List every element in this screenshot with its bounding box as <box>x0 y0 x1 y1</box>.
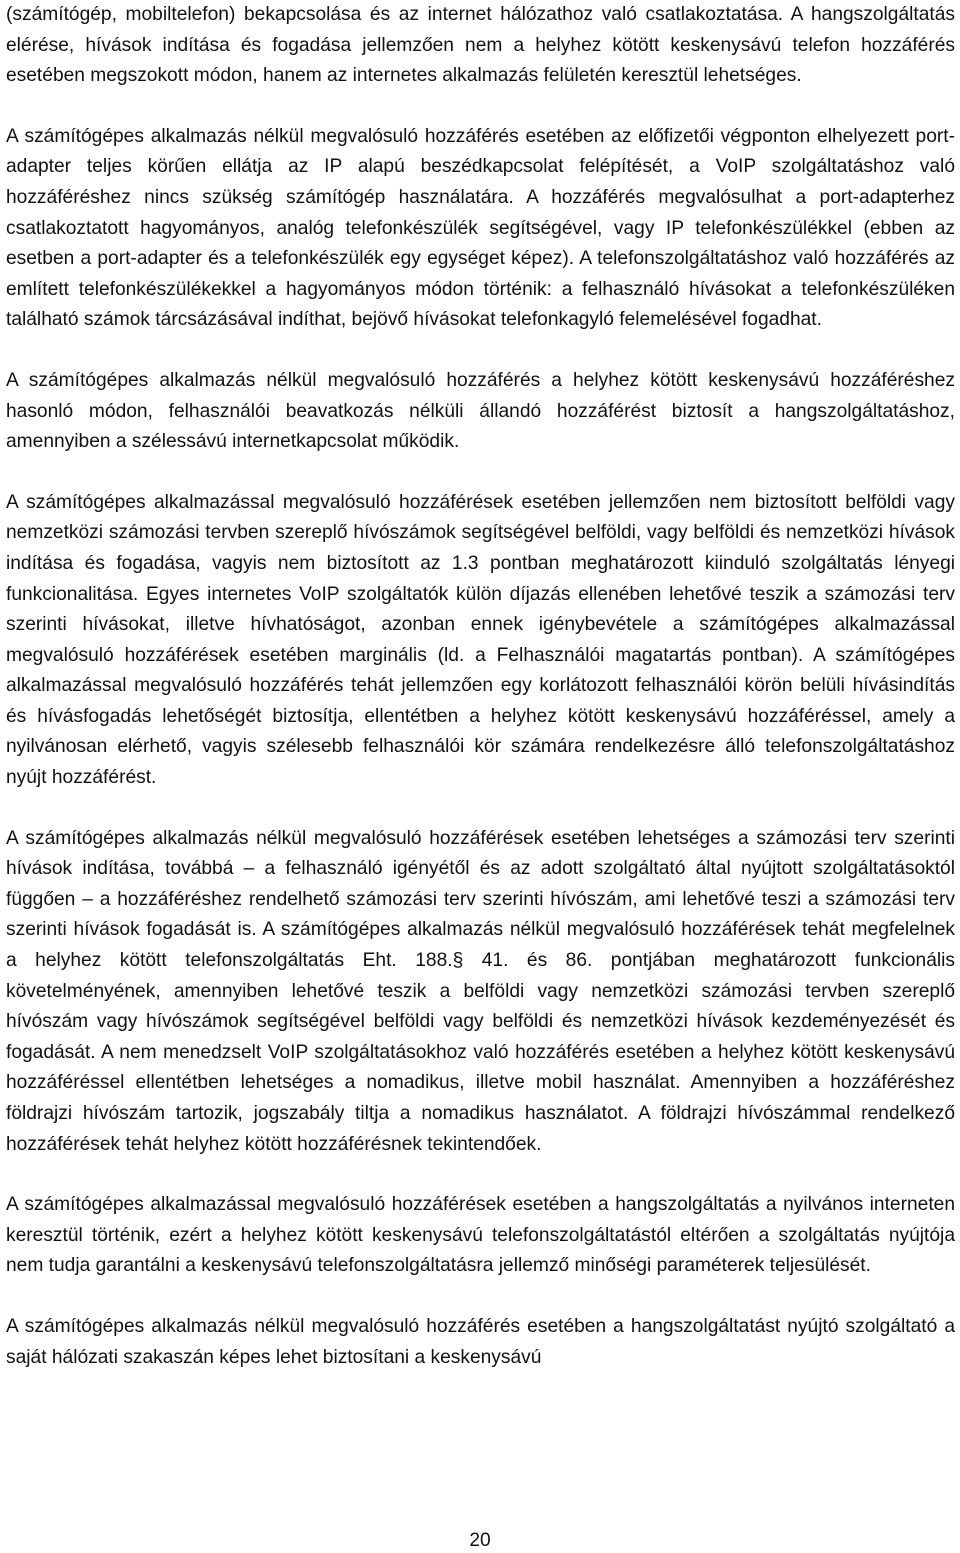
page-number: 20 <box>469 1530 491 1551</box>
paragraph: A számítógépes alkalmazással megvalósuló hozzáférések esetében jellemzően nem biztosított belföldi vagy nemzetközi számozási tervben szereplő hívószámok segítségével belföldi, vagy belföldi és nemzetközi hívások indítása és fogadása, vagyis nem biztosított az 1.3 pontban meghatározott kiinduló szolgáltatás lényegi funkcionalitása. Egyes internetes VoIP szolgáltatók külön díjazás ellenében lehetővé teszik a számozási terv szerinti hívásokat, illetve hívhatóságot, azonban ennek igénybevétele a számítógépes alkalmazással megvalósuló hozzáférések esetében marginális (ld. a Felhasználói magatartás pontban). A számítógépes alkalmazással megvalósuló hozzáférés tehát jellemzően egy korlátozott felhasználói körön belüli hívásindítás és hívásfogadás lehetőségét biztosítja, ellentétben a helyhez kötött keskenysávú hozzáféréssel, amely a nyilvánosan elérhető, vagyis szélesebb felhasználói kör számára rendelkezésre álló telefonszolgáltatáshoz nyújt hozzáférést. <box>6 491 955 789</box>
paragraph: A számítógépes alkalmazással megvalósuló hozzáférések esetében a hangszolgáltatás a nyilvános interneten keresztül történik, ezért a helyhez kötött keskenysávú telefonszolgáltatástól eltérően a szolgáltatás nyújtója nem tudja garantálni a keskenysávú telefonszolgáltatásra jellemző minőségi paraméterek teljesülését. <box>6 1194 955 1277</box>
paragraph: A számítógépes alkalmazás nélkül megvalósuló hozzáférés esetében az előfizetői végponton elhelyezett port-adapter teljes körűen ellátja az IP alapú beszédkapcsolat felépítését, a VoIP szolgáltatáshoz való hozzáféréshez nincs szükség számítógép használatára. A hozzáférés megvalósulhat a port-adapterhez csatlakoztatott hagyományos, analóg telefonkészülék segítségével, vagy IP telefonkészülékkel (ebben az esetben a port-adapter és a telefonkészülék egy egységet képez). A telefonszolgáltatáshoz való hozzáférés az említett telefonkészülékekkel a hagyományos módon történik: a felhasználó hívásokat a telefonkészüléken található számok tárcsázásával indíthat, bejövő hívásokat telefonkagyló felemelésével fogadhat. <box>6 125 955 331</box>
paragraph: (számítógép, mobiltelefon) bekapcsolása és az internet hálózathoz való csatlakoztatása. A hangszolgáltatás elérése, hívások indítása és fogadása jellemzően nem a helyhez kötött keskenysávú telefon hozzáférés esetében megszokott módon, hanem az internetes alkalmazás felületén keresztül lehetséges. <box>6 4 955 87</box>
paragraph: A számítógépes alkalmazás nélkül megvalósuló hozzáférések esetében lehetséges a számozási terv szerinti hívások indítása, továbbá – a felhasználó igényétől és az adott szolgáltató által nyújtott szolgáltatásoktól függően – a hozzáféréshez rendelhető számozási terv szerinti hívószám, ami lehetővé teszi a számozási terv szerinti hívások fogadását is. A számítógépes alkalmazás nélkül megvalósuló hozzáférések tehát megfelelnek a helyhez kötött telefonszolgáltatás Eht. 188.§ 41. és 86. pontjában meghatározott funkcionális követelményének, amennyiben lehetővé teszik a belföldi vagy nemzetközi számozási tervben szereplő hívószám vagy hívószámok segítségével belföldi vagy belföldi és nemzetközi hívások kezdeményezését és fogadását. A nem menedzselt VoIP szolgáltatásokhoz való hozzáférés esetében a helyhez kötött keskenysávú hozzáféréssel ellentétben lehetséges a nomadikus, illetve mobil használat. Amennyiben a hozzáféréshez földrajzi hívószám tartozik, jogszabály tiltja a nomadikus használatot. A földrajzi hívószámmal rendelkező hozzáférések tehát helyhez kötött hozzáférésnek tekintendőek. <box>6 827 955 1155</box>
document-page <box>6 0 955 1403</box>
paragraph: A számítógépes alkalmazás nélkül megvalósuló hozzáférés esetében a hangszolgáltatást nyújtó szolgáltató a saját hálózati szakaszán képes lehet biztosítani a keskenysávú <box>6 1315 955 1368</box>
paragraph: A számítógépes alkalmazás nélkül megvalósuló hozzáférés a helyhez kötött keskenysávú hozzáféréshez hasonló módon, felhasználói beavatkozás nélküli állandó hozzáférést biztosít a hangszolgáltatáshoz, amennyiben a szélessávú internetkapcsolat működik. <box>6 369 955 453</box>
